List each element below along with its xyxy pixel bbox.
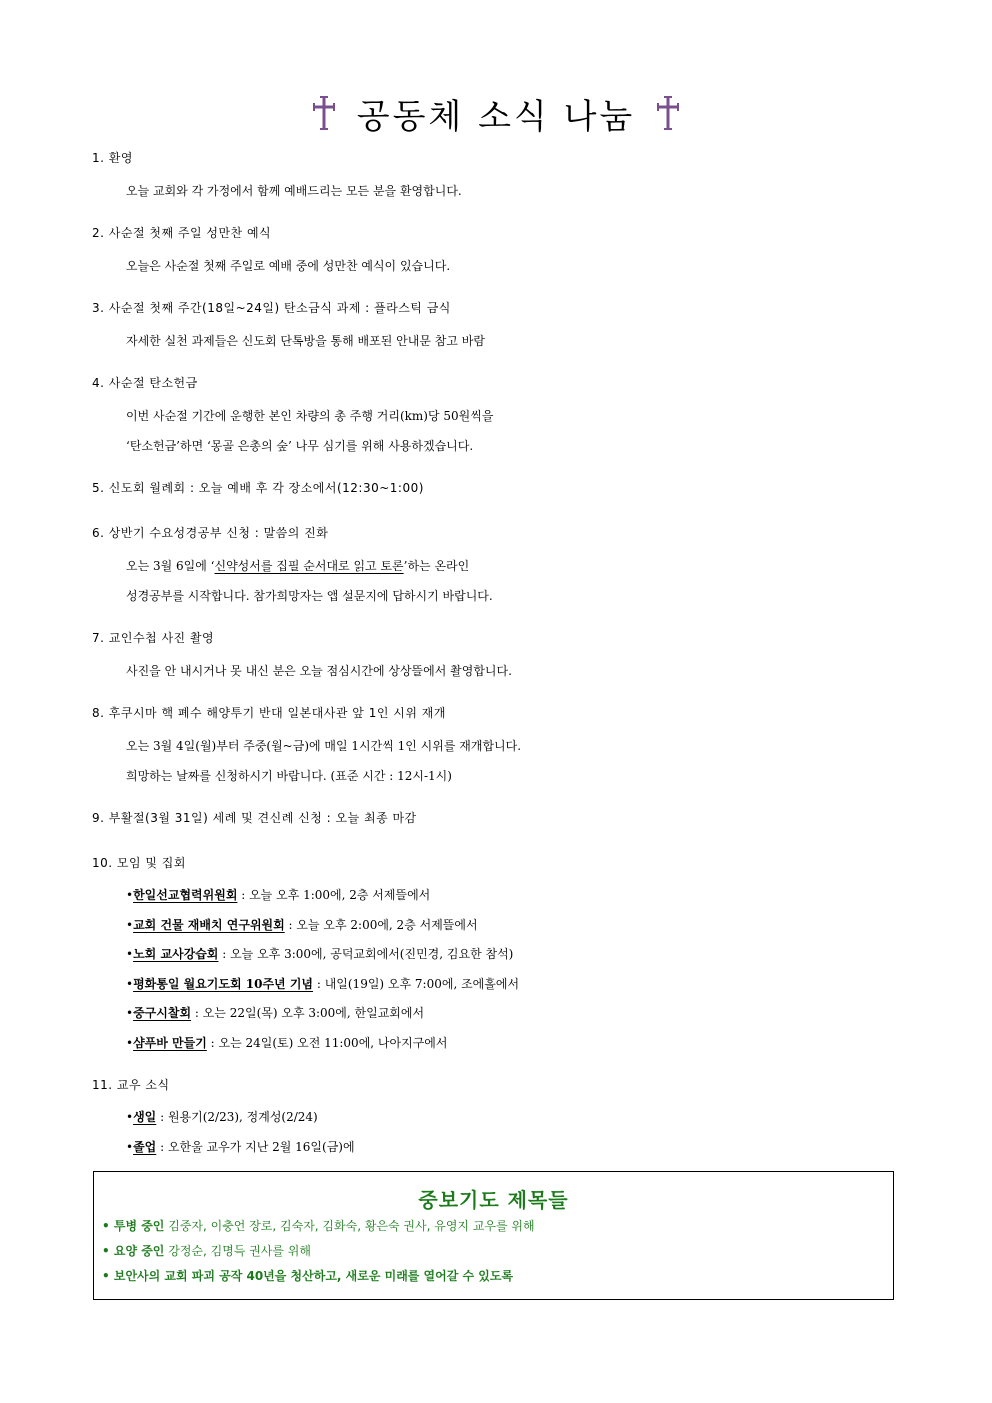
news-item-photo	[92, 620, 912, 686]
prayer-label: • 투병 중인	[102, 1219, 165, 1233]
prayer-label: • 요양 중인	[102, 1244, 165, 1258]
list-item: •평화통일 월요기도회 10주년 기념 : 내일(19일) 오후 7:00에, 조에홀에서	[126, 976, 520, 991]
meeting-detail: : 오늘 오후 3:00에, 공덕교회에서(진민경, 김요한 참석)	[218, 947, 514, 961]
item-text: 자세한 실천 과제들은 신도회 단톡방을 통해 배포된 안내문 참고 바람	[126, 334, 485, 348]
list-item: •노회 교사강습회 : 오늘 오후 3:00에, 공덕교회에서(진민경, 김요한 참석)	[126, 947, 514, 961]
meeting-detail: : 오늘 오후 2:00에, 2층 서제뜰에서	[284, 917, 478, 932]
list-item: •졸업 : 오한울 교우가 지난 2월 16일(금)에	[126, 1139, 355, 1154]
prayer-item	[94, 1239, 893, 1264]
prayer-box	[93, 1171, 894, 1300]
member-news-label: 졸업	[133, 1139, 157, 1154]
meeting-detail: : 내일(19일) 오후 7:00에, 조에홀에서	[313, 976, 520, 991]
item-title: 5. 신도회 월례회 : 오늘 예배 후 각 장소에서(12:30~1:00)	[92, 481, 424, 495]
news-item-communion	[92, 215, 912, 281]
meeting-name: 한일선교협력위원회	[133, 888, 238, 902]
item-text: ‘탄소헌금’하면 ‘몽골 은총의 숲’ 나무 심기를 위해 사용하겠습니다.	[126, 439, 474, 453]
item-title: 2. 사순절 첫째 주일 성만찬 예식	[92, 226, 272, 240]
prayer-item	[94, 1264, 893, 1289]
page-title: 공동체 소식 나눔	[356, 96, 636, 137]
item-title: 3. 사순절 첫째 주간(18일~24일) 탄소금식 과제 : 플라스틱 금식	[92, 301, 451, 315]
list-item: •샴푸바 만들기 : 오는 24일(토) 오전 11:00에, 나아지구에서	[126, 1035, 448, 1050]
item-title: 1. 환영	[92, 151, 133, 165]
prayer-label: • 보안사의 교회 파괴 공작 40년을 청산하고, 새로운 미래를 열어갈 수 있도록	[102, 1269, 514, 1283]
item-title: 11. 교우 소식	[92, 1078, 170, 1092]
item-text: 오늘 교회와 각 가정에서 함께 예배드리는 모든 분을 환영합니다.	[126, 184, 462, 198]
member-news-label: 생일	[133, 1110, 157, 1124]
member-news-detail: : 오한울 교우가 지난 2월 16일(금)에	[156, 1139, 355, 1154]
item-text	[92, 551, 912, 581]
prayer-item	[94, 1214, 893, 1239]
cross-icon	[653, 95, 683, 131]
list-item: •교회 건물 재배치 연구위원회 : 오늘 오후 2:00에, 2층 서제뜰에서	[126, 917, 478, 932]
item-title: 7. 교인수첩 사진 촬영	[92, 631, 215, 645]
item-text: 오는 3월 4일(월)부터 주중(월~금)에 매일 1시간씩 1인 시위를 재개합니다.	[126, 739, 522, 753]
news-list	[92, 140, 912, 1171]
news-item-carbon-offering	[92, 365, 912, 461]
prayer-title: 중보기도 제목들	[418, 1188, 569, 1212]
item-title: 4. 사순절 탄소헌금	[92, 376, 198, 390]
member-news-detail: : 원용기(2/23), 정계성(2/24)	[156, 1110, 318, 1124]
cross-icon	[309, 95, 339, 131]
news-item-carbon-fast	[92, 290, 912, 356]
item-text: 성경공부를 시작합니다. 참가희망자는 앱 설문지에 답하시기 바랍니다.	[126, 589, 493, 603]
item-text: 오늘은 사순절 첫째 주일로 예배 중에 성만찬 예식이 있습니다.	[126, 259, 451, 273]
news-item-welcome	[92, 140, 912, 206]
item-text-underlined: 신약성서를 집필 순서대로 읽고 토론	[214, 559, 404, 573]
page-title-row	[0, 88, 992, 138]
meeting-detail: : 오늘 오후 1:00에, 2층 서제뜰에서	[237, 888, 431, 902]
meeting-name: 샴푸바 만들기	[133, 1035, 207, 1050]
prayer-text: 김중자, 이충언 장로, 김숙자, 김화숙, 황은숙 권사, 유영지 교우를 위해	[164, 1219, 535, 1233]
item-title: 10. 모임 및 집회	[92, 856, 186, 870]
item-text: 사진을 안 내시거나 못 내신 분은 오늘 점심시간에 상상뜰에서 촬영합니다.	[126, 664, 512, 678]
list-item: •중구시찰회 : 오는 22일(목) 오후 3:00에, 한일교회에서	[126, 1006, 425, 1020]
news-item-meetings	[92, 845, 912, 1058]
list-item: •생일 : 원용기(2/23), 정계성(2/24)	[126, 1110, 318, 1124]
meeting-detail: : 오는 22일(목) 오후 3:00에, 한일교회에서	[191, 1006, 425, 1020]
meeting-name: 노회 교사강습회	[133, 947, 219, 961]
item-text-part: ’하는 온라인	[403, 559, 470, 573]
news-item-baptism	[92, 800, 912, 836]
item-title: 6. 상반기 수요성경공부 신청 : 말씀의 진화	[92, 526, 329, 540]
item-text: 희망하는 날짜를 신청하시기 바랍니다. (표준 시간 : 12시-1시)	[126, 769, 452, 783]
news-item-protest	[92, 695, 912, 791]
item-text-part: 오는 3월 6일에 ‘	[126, 559, 215, 573]
news-item-bible-study	[92, 515, 912, 611]
news-item-members	[92, 1067, 912, 1162]
item-title: 9. 부활절(3월 31일) 세례 및 견신례 신청 : 오늘 최종 마감	[92, 811, 417, 825]
item-text: 이번 사순절 기간에 운행한 본인 차량의 총 주행 거리(km)당 50원씩을	[126, 409, 494, 423]
list-item: •한일선교협력위원회 : 오늘 오후 1:00에, 2층 서제뜰에서	[126, 888, 431, 902]
prayer-text: 강정순, 김명득 권사를 위해	[164, 1244, 311, 1258]
item-title: 8. 후쿠시마 핵 폐수 해양투기 반대 일본대사관 앞 1인 시위 재개	[92, 706, 446, 720]
meeting-name: 교회 건물 재배치 연구위원회	[133, 917, 285, 932]
news-item-monthly-meeting	[92, 470, 912, 506]
meeting-name: 평화통일 월요기도회 10주년 기념	[133, 976, 314, 991]
meeting-detail: : 오는 24일(토) 오전 11:00에, 나아지구에서	[206, 1035, 448, 1050]
meeting-name: 중구시찰회	[133, 1006, 192, 1020]
